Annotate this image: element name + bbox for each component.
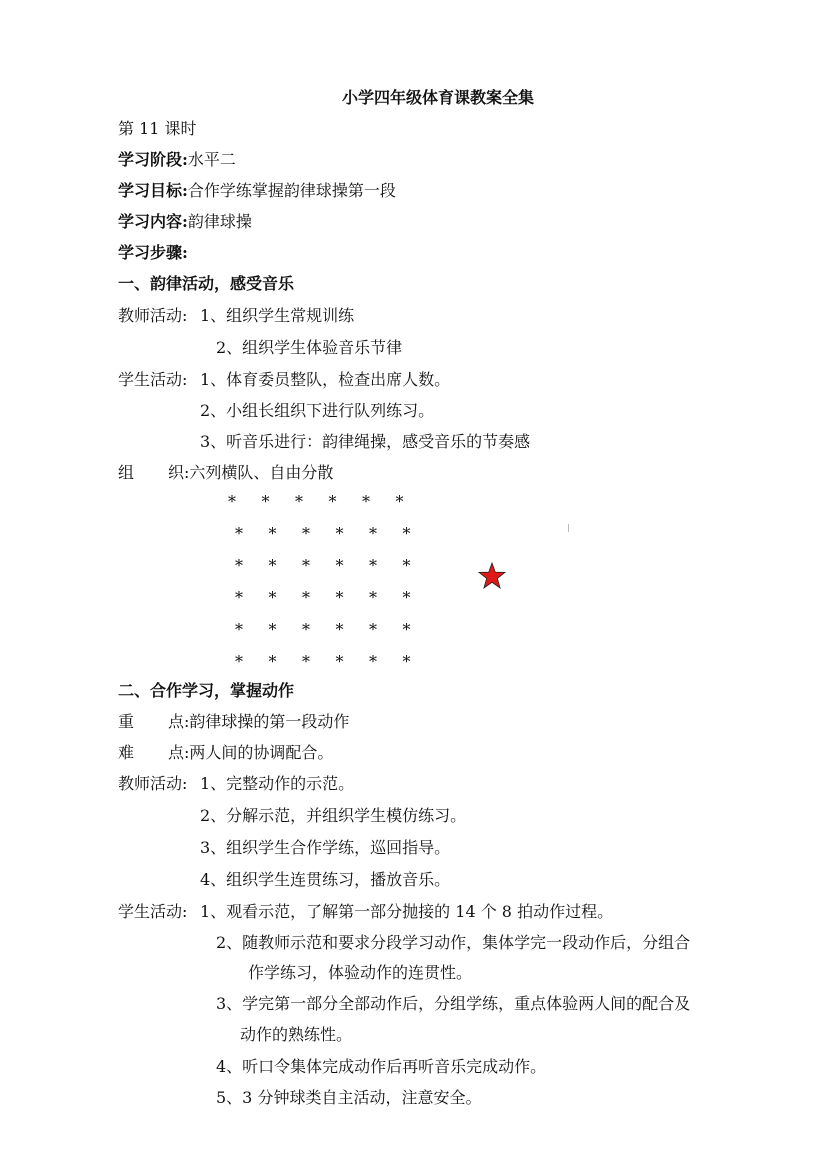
student-mark: *	[402, 652, 411, 671]
student-mark: *	[302, 524, 310, 543]
student-mark: *	[335, 524, 344, 543]
org-label-2: 织:	[168, 463, 190, 482]
student-mark: *	[369, 620, 377, 639]
s2-student-item: 1、观看示范，了解第一部分抛接的 14 个 8 拍动作过程。	[200, 902, 614, 921]
student-mark: *	[235, 524, 243, 543]
s2-student-item-cont: 动作的熟练性。	[240, 1025, 353, 1044]
s1-student-item: 2、小组长组织下进行队列练习。	[200, 401, 435, 420]
student-mark: *	[302, 620, 310, 639]
s2-teacher-item: 4、组织学生连贯练习，播放音乐。	[200, 870, 451, 889]
org-value: 六列横队、自由分散	[189, 463, 334, 482]
section1-heading: 一、韵律活动，感受音乐	[118, 274, 295, 293]
s2-student-item: 4、听口令集体完成动作后再听音乐完成动作。	[216, 1057, 547, 1076]
stage-row	[118, 150, 236, 170]
diff-value: 两人间的协调配合。	[189, 743, 334, 762]
student-mark: *	[228, 492, 236, 511]
student-mark: *	[402, 588, 411, 607]
section2-heading: 二、合作学习，掌握动作	[118, 681, 295, 700]
student-mark: *	[369, 652, 377, 671]
student-mark: *	[369, 588, 377, 607]
marker-tick	[568, 524, 569, 532]
student-mark: *	[395, 492, 404, 511]
s2-student-item: 2、随教师示范和要求分段学习动作，集体学完一段动作后，分组合	[216, 933, 691, 952]
key-label-1: 重	[118, 712, 135, 731]
difficulty-row	[118, 743, 333, 763]
student-mark: *	[268, 588, 277, 607]
student-mark: *	[335, 620, 344, 639]
student-mark: *	[369, 556, 377, 575]
s2-student-item-cont: 作学练习，体验动作的连贯性。	[248, 963, 473, 982]
student-mark: *	[235, 588, 243, 607]
student-mark: *	[235, 652, 243, 671]
student-mark: *	[268, 652, 277, 671]
steps-label: 学习步骤:	[118, 243, 188, 262]
student-mark: *	[402, 556, 411, 575]
page-title: 小学四年级体育课教案全集	[341, 88, 534, 107]
s2-teacher-item: 2、分解示范，并组织学生模仿练习。	[200, 806, 467, 825]
student-mark: *	[235, 556, 243, 575]
s2-teacher-label: 教师活动:	[118, 774, 188, 793]
s1-student-item: 3、听音乐进行：韵律绳操，感受音乐的节奏感	[200, 432, 531, 451]
student-mark: *	[302, 652, 310, 671]
key-point-row	[118, 712, 349, 732]
student-mark: *	[268, 556, 277, 575]
teacher-star-icon	[478, 562, 506, 590]
s1-teacher-label: 教师活动:	[118, 306, 188, 325]
s1-student-label: 学生活动:	[118, 370, 188, 389]
goal-label: 学习目标:	[118, 181, 188, 200]
content-row	[118, 212, 252, 232]
stage-value: 水平二	[187, 150, 236, 169]
s2-student-item: 5、3 分钟球类自主活动，注意安全。	[216, 1088, 482, 1107]
student-mark: *	[402, 620, 411, 639]
student-mark: *	[335, 652, 344, 671]
s2-student-item: 3、学完第一部分全部动作后，分组学练，重点体验两人间的配合及	[216, 994, 691, 1013]
key-label-2: 点:	[168, 712, 190, 731]
lesson-number: 第 11 课时	[118, 119, 197, 138]
student-mark: *	[302, 588, 310, 607]
student-mark: *	[302, 556, 310, 575]
student-mark: *	[295, 492, 303, 511]
student-mark: *	[268, 524, 277, 543]
s1-teacher-item: 1、组织学生常规训练	[200, 306, 355, 325]
student-mark: *	[268, 620, 277, 639]
student-mark: *	[235, 620, 243, 639]
org-row	[118, 463, 333, 483]
s1-teacher-item: 2、组织学生体验音乐节律	[216, 338, 403, 357]
key-value: 韵律球操的第一段动作	[189, 712, 350, 731]
student-mark: *	[362, 492, 370, 511]
student-mark: *	[335, 556, 344, 575]
student-mark: *	[328, 492, 337, 511]
diff-label-1: 难	[118, 743, 135, 762]
s1-student-item: 1、体育委员整队，检查出席人数。	[200, 370, 451, 389]
student-mark: *	[261, 492, 270, 511]
s2-teacher-item: 3、组织学生合作学练，巡回指导。	[200, 838, 451, 857]
student-mark: *	[335, 588, 344, 607]
student-mark: *	[402, 524, 411, 543]
goal-row	[118, 181, 396, 201]
content-value: 韵律球操	[187, 212, 252, 231]
stage-label: 学习阶段:	[118, 150, 188, 169]
org-label-1: 组	[118, 463, 135, 482]
student-mark: *	[369, 524, 377, 543]
goal-value: 合作学练掌握韵律球操第一段	[187, 181, 396, 200]
s2-student-label: 学生活动:	[118, 902, 188, 921]
diff-label-2: 点:	[168, 743, 190, 762]
content-label: 学习内容:	[118, 212, 188, 231]
s2-teacher-item: 1、完整动作的示范。	[200, 774, 355, 793]
